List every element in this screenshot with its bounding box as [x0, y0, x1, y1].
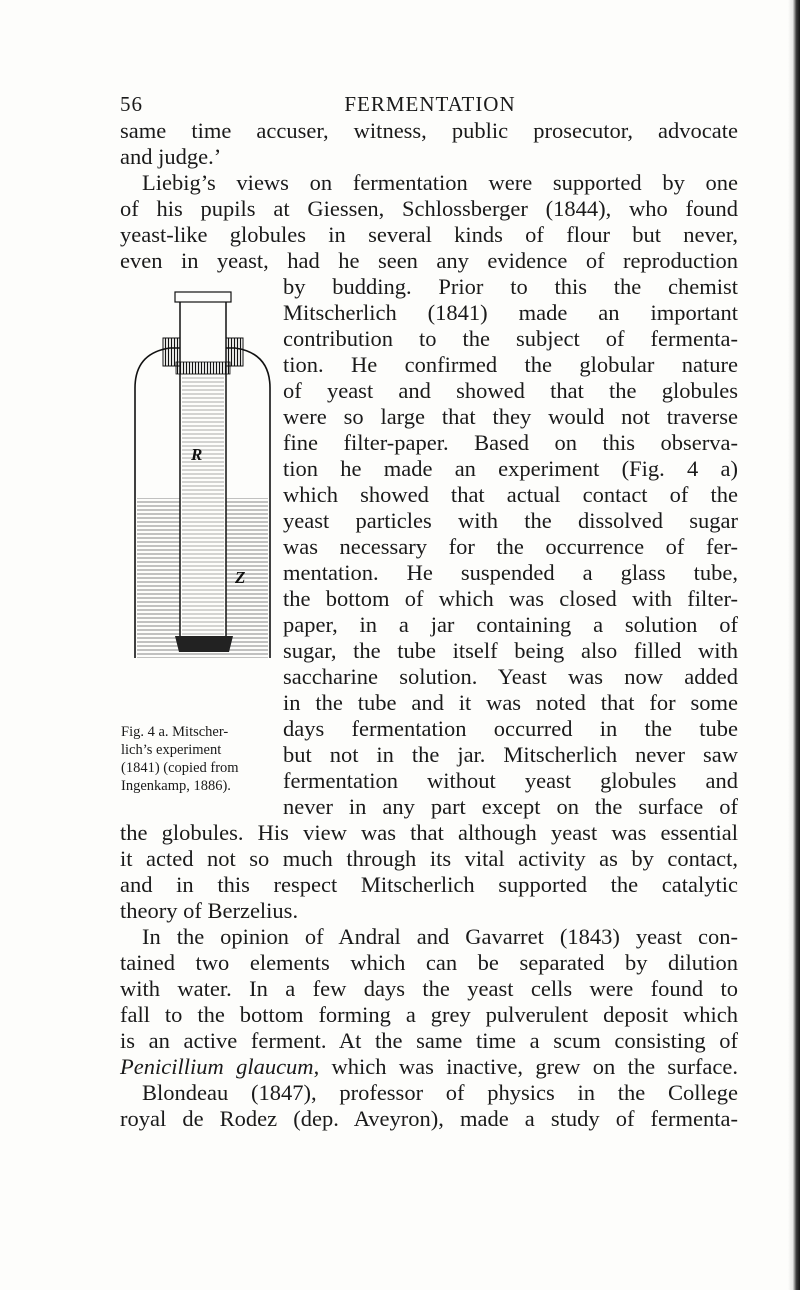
text-line: yeast-like globules in several kinds of flour but never, [120, 222, 738, 247]
text-line: Blondeau (1847), professor of physics in the College [142, 1080, 738, 1105]
text-line: even in yeast, had he seen any evidence of reproduction [120, 248, 738, 273]
figure-caption-line: (1841) (copied from [121, 760, 239, 776]
apparatus-illustration [125, 268, 280, 658]
filter-paper [175, 636, 233, 652]
figure-caption-line: lich’s experiment [121, 742, 222, 758]
text-line: paper, in a jar containing a solution of [283, 612, 738, 637]
text-line: Mitscherlich (1841) made an important [283, 300, 738, 325]
text-line: and judge.’ [120, 144, 222, 169]
text-line: with water. In a few days the yeast cells were found to [120, 976, 738, 1001]
text-line: in the tube and it was noted that for some [283, 690, 738, 715]
text-line-italic [120, 1054, 738, 1080]
text-line: mentation. He suspended a glass tube, [283, 560, 738, 585]
label-z: Z [235, 568, 246, 587]
text-line: contribution to the subject of fermenta- [283, 326, 738, 351]
page-edge-shadow [788, 0, 800, 1290]
page-number: 56 [120, 92, 143, 116]
text-line: were so large that they would not traverse [283, 404, 738, 429]
text-line: the globules. His view was that although yeast was essential [120, 820, 738, 845]
text-line: the bottom of which was closed with filter- [283, 586, 738, 611]
text-fragment: , which was inactive, grew on the surface. [313, 1054, 738, 1079]
text-line: days fermentation occurred in the tube [283, 716, 738, 741]
tube-band [176, 362, 230, 374]
label-r: R [191, 445, 203, 464]
text-line: Liebig’s views on fermentation were supported by one [142, 170, 738, 195]
text-line: never in any part except on the surface of [283, 794, 738, 819]
text-line: tion. He confirmed the globular nature [283, 352, 738, 377]
text-line: tained two elements which can be separated by dilution [120, 950, 738, 975]
text-line: fall to the bottom forming a grey pulverulent deposit which [120, 1002, 738, 1027]
text-line: was necessary for the occurrence of fer- [283, 534, 738, 559]
tube-cap [175, 292, 231, 302]
tube-liquid [182, 373, 224, 638]
species-name: Penicillium glaucum [120, 1054, 314, 1079]
text-line: tion he made an experiment (Fig. 4 a) [283, 456, 738, 481]
text-line: theory of Berzelius. [120, 898, 299, 923]
figure-caption-line: Fig. 4 a. Mitscher- [121, 724, 229, 740]
text-line: but not in the jar. Mitscherlich never saw [283, 742, 738, 767]
text-line: sugar, the tube itself being also filled with [283, 638, 738, 663]
text-line: and in this respect Mitscherlich supported the catalytic [120, 872, 738, 897]
text-line: which showed that actual contact of the [283, 482, 738, 507]
text-line: fine filter-paper. Based on this observa- [283, 430, 738, 455]
text-line: royal de Rodez (dep. Aveyron), made a study of fermenta- [120, 1106, 738, 1131]
text-line: same time accuser, witness, public prosecutor, advocate [120, 118, 738, 143]
text-line: yeast particles with the dissolved sugar [283, 508, 738, 533]
text-line: saccharine solution. Yeast was now added [283, 664, 738, 689]
running-title: FERMENTATION [344, 92, 516, 116]
text-line: of his pupils at Giessen, Schlossberger (1844), who found [120, 196, 738, 221]
text-line: of yeast and showed that the globules [283, 378, 738, 403]
text-line: In the opinion of Andral and Gavarret (1843) yeast con- [142, 924, 738, 949]
figure-caption-line: Ingenkamp, 1886). [121, 778, 231, 794]
text-line: fermentation without yeast globules and [283, 768, 738, 793]
text-line: it acted not so much through its vital activity as by contact, [120, 846, 738, 871]
text-line: is an active ferment. At the same time a scum consisting of [120, 1028, 738, 1053]
text-line: by budding. Prior to this the chemist [283, 274, 738, 299]
